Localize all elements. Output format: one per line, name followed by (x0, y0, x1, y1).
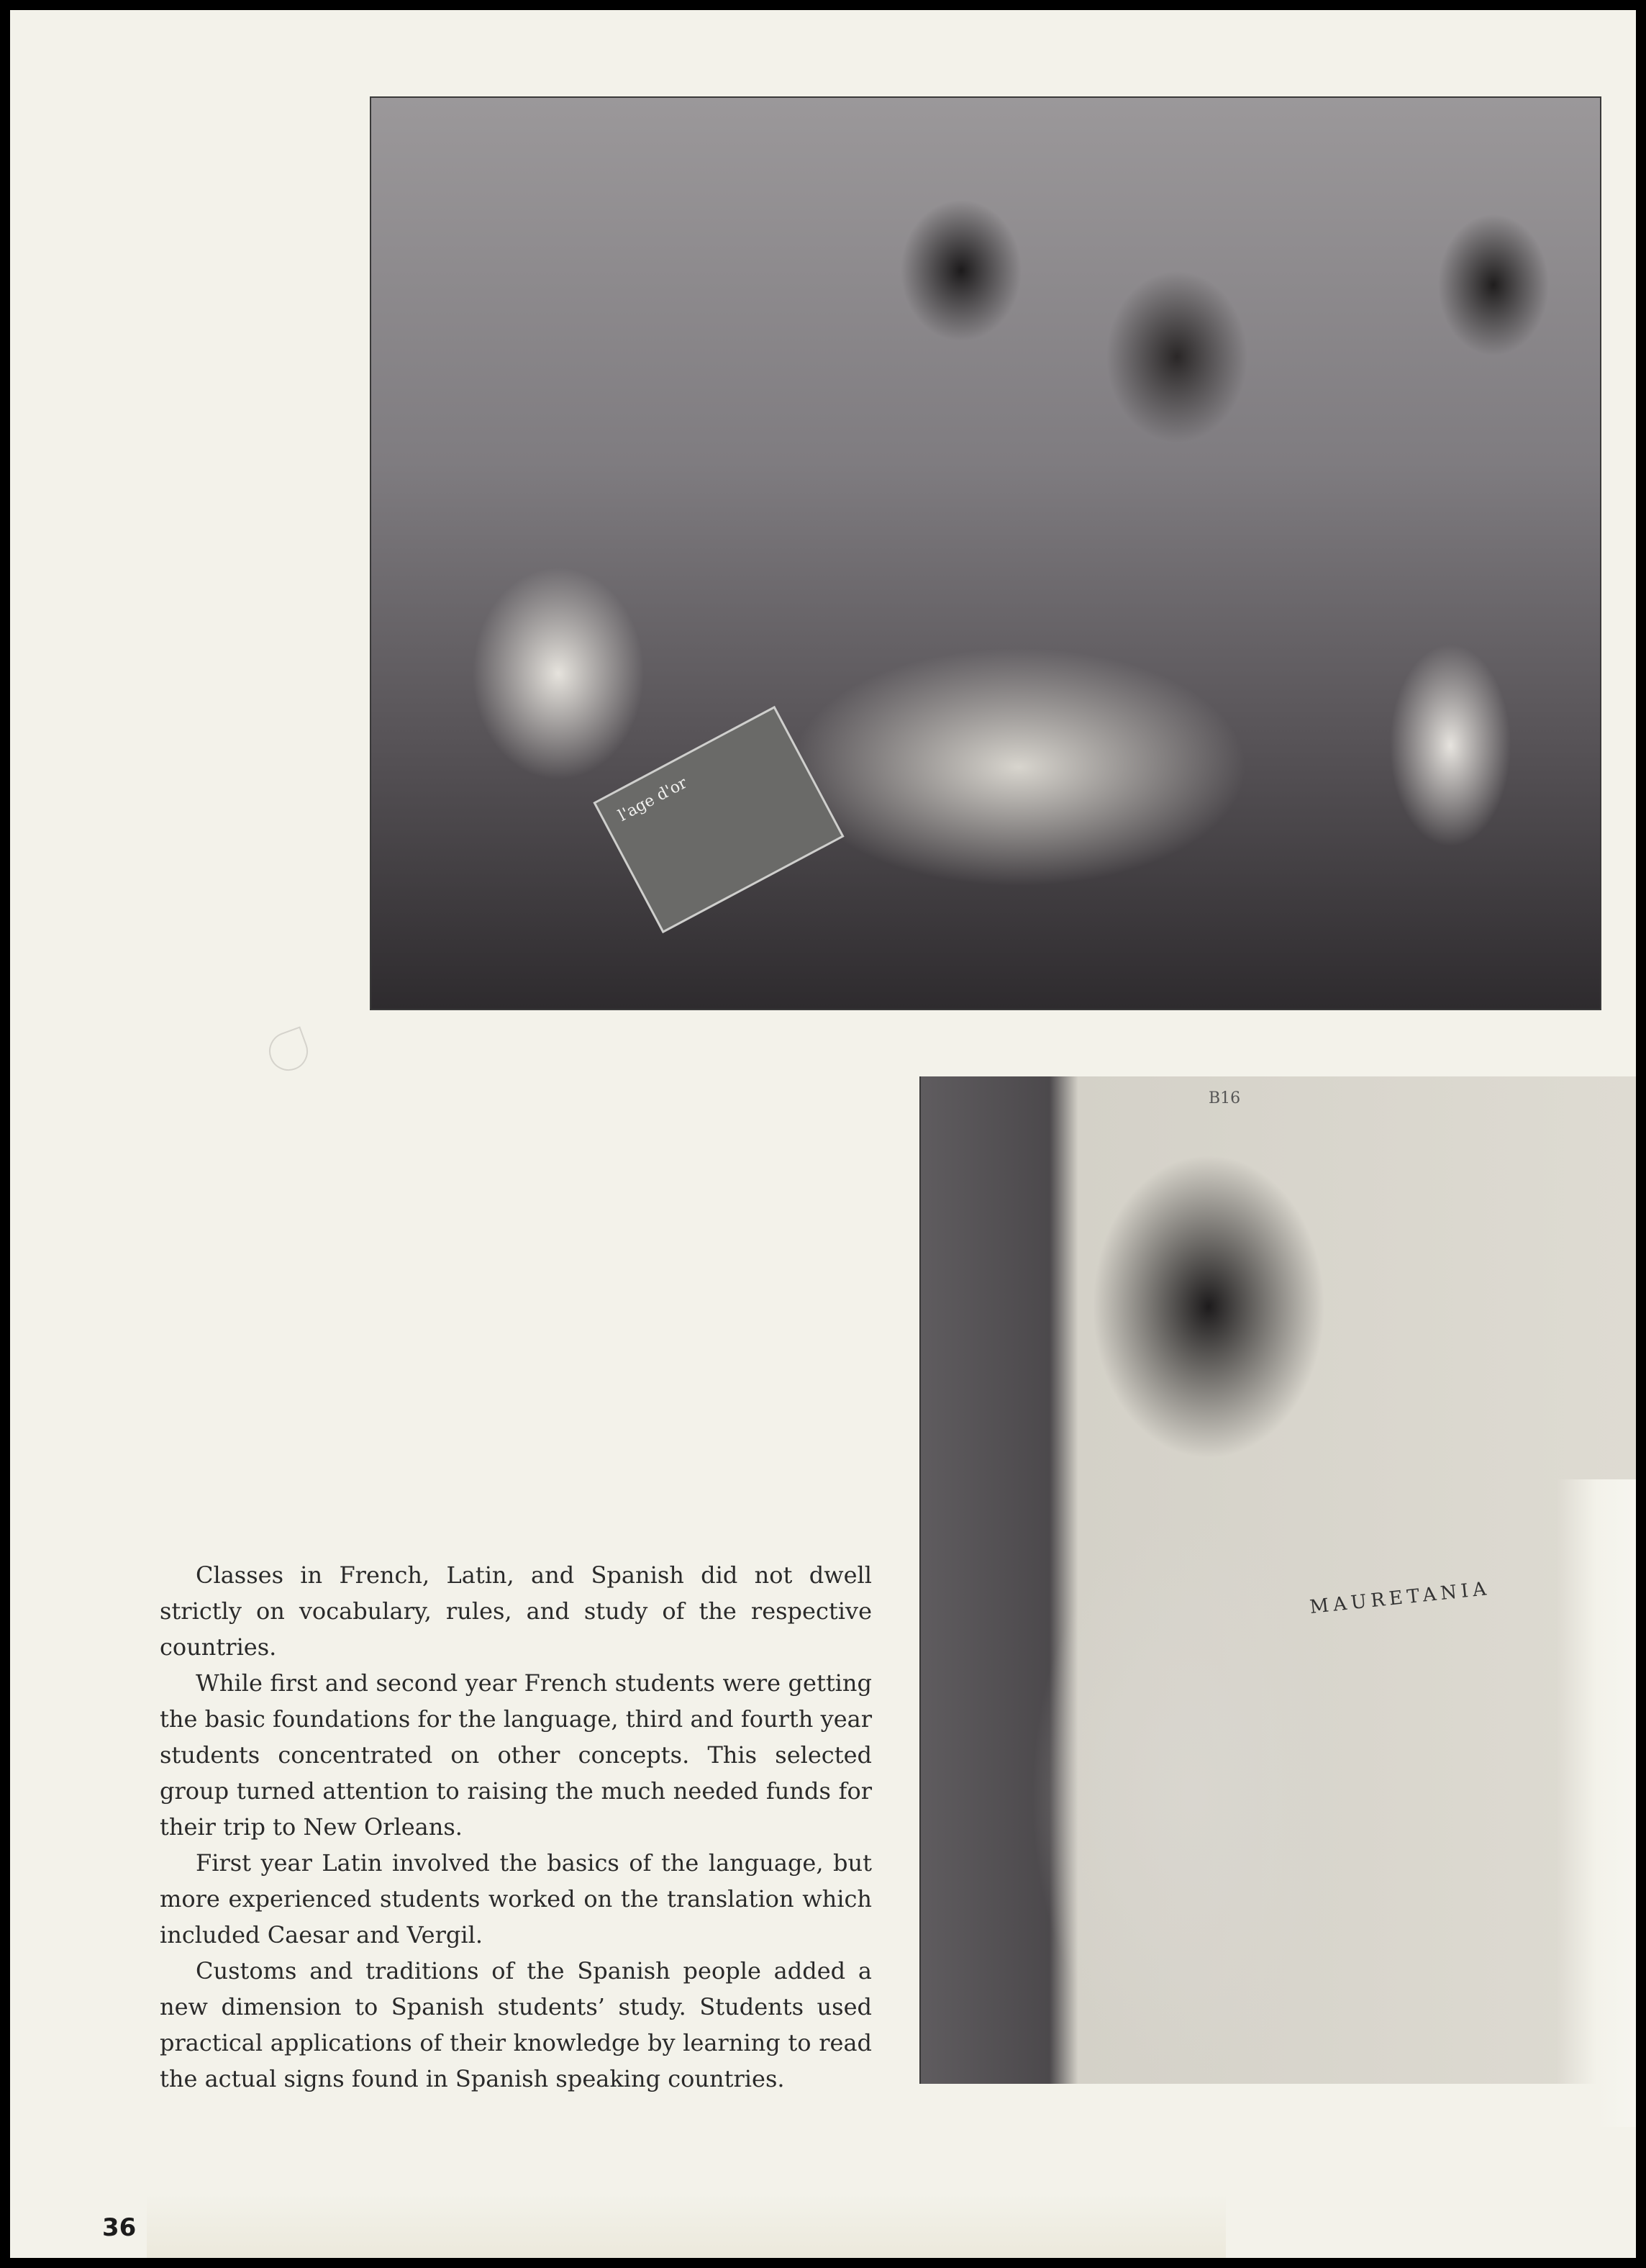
page-number: 36 (102, 2213, 137, 2242)
map-region-label: MAURETANIA (1309, 1577, 1492, 1619)
leaf-watermark-icon (263, 1026, 313, 1076)
book-title-text: l'age d'or (615, 774, 691, 825)
map-code-label: B16 (1209, 1089, 1241, 1107)
students-group-photo (370, 96, 1601, 1010)
page-stain (147, 2193, 1226, 2258)
open-book-image (593, 706, 844, 933)
yearbook-page (10, 10, 1636, 2258)
paragraph-2: While first and second year French students were getting the basic foundations for the language, third and fourth year students concentrated on other concepts. This selected group turned attention to raising the much needed funds for their trip to New Orleans. (160, 1669, 872, 1841)
student-map-photo (919, 1076, 1636, 2084)
paragraph-1: Classes in French, Latin, and Spanish did not dwell strictly on vocabulary, rules, and study of the respective countries. (160, 1561, 872, 1661)
torn-edge (1557, 1479, 1636, 2127)
paragraph-4: Customs and traditions of the Spanish people added a new dimension to Spanish students’ study. Students used practical applications of their knowledge by learning to read the actual signs found in Spanish speaking countries. (160, 1957, 872, 2092)
article-body (160, 1557, 872, 2097)
paragraph-3: First year Latin involved the basics of the language, but more experienced students worked on the translation which included Caesar and Vergil. (160, 1849, 872, 1949)
